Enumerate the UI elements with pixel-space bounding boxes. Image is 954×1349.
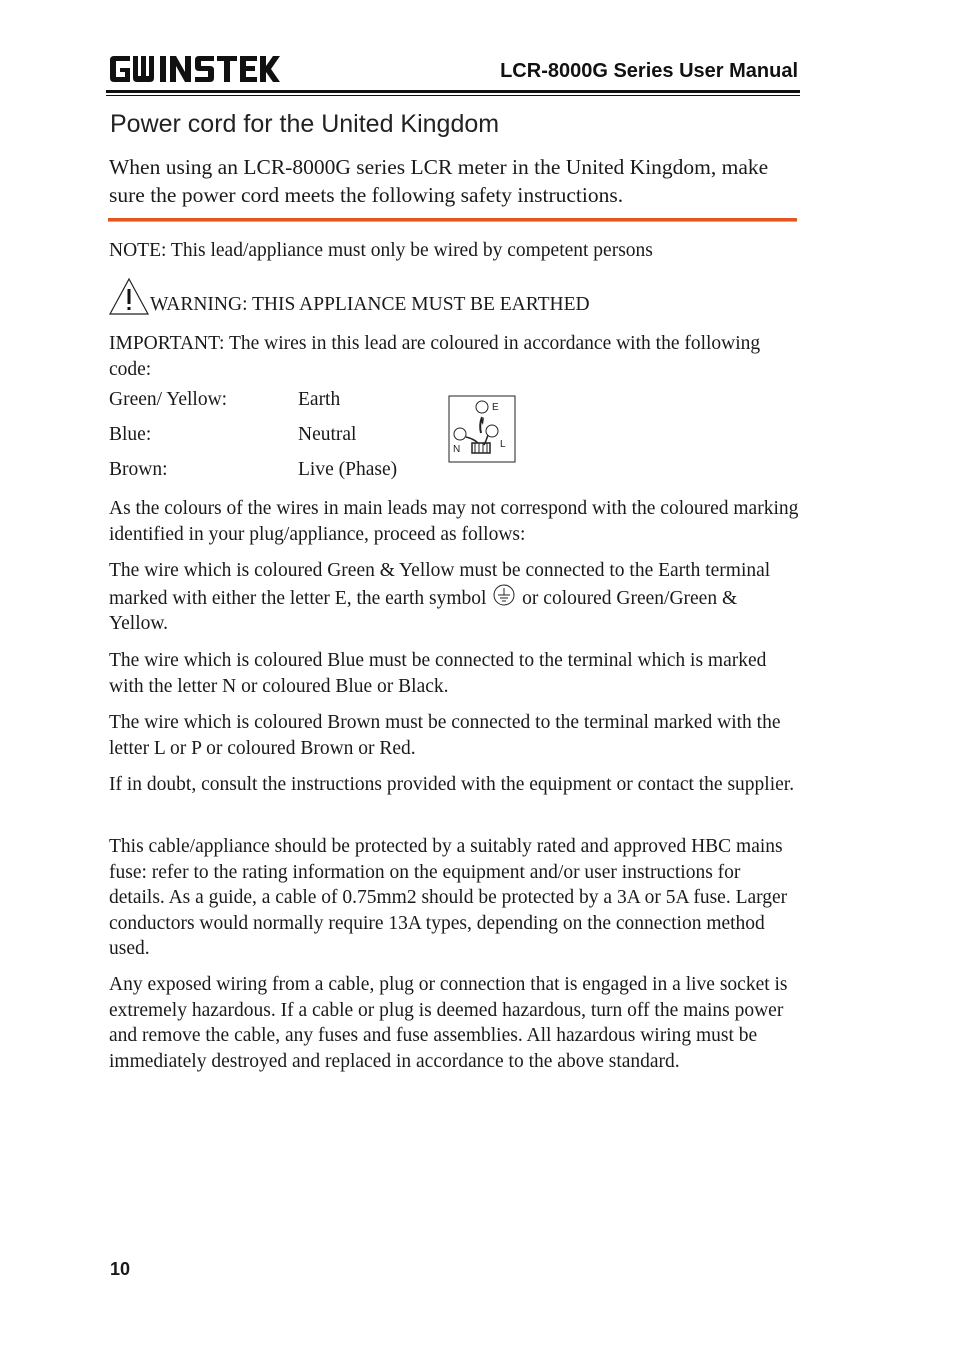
header-rule xyxy=(106,90,800,93)
section-title: Power cord for the United Kingdom xyxy=(110,110,500,138)
wire-color-label: Blue: xyxy=(109,424,152,445)
earth-symbol-icon xyxy=(493,584,515,606)
paragraph-earth xyxy=(109,558,799,637)
section-divider xyxy=(108,218,797,222)
important-text: IMPORTANT: The wires in this lead are coloured in accordance with the following code: xyxy=(109,333,761,380)
paragraph: The wire which is coloured Blue must be connected to the terminal which is marked with the letter N or coloured Blue or Black. xyxy=(109,650,767,697)
paragraph: This cable/appliance should be protected by a suitably rated and approved HBC mains fuse: refer to the rating information on the equipment and/or user instructions for details. As a guide, a cable of 0.75mm2 should be protected by a 3A or 5A fuse. Larger conductors would normally require 13A types, depending on the connection method used. xyxy=(109,836,788,959)
color-code-row xyxy=(109,424,357,446)
uk-plug-diagram-icon xyxy=(448,395,516,463)
plug-label-n: N xyxy=(453,444,461,455)
warning-triangle-icon xyxy=(108,276,150,316)
manual-title: LCR-8000G Series User Manual xyxy=(500,60,798,82)
wire-color-label: Green/ Yellow: xyxy=(109,389,228,410)
warning-text: WARNING: THIS APPLIANCE MUST BE EARTHED xyxy=(150,294,590,315)
plug-label-l: L xyxy=(500,439,506,450)
gw-instek-logo xyxy=(108,54,280,84)
color-code-row xyxy=(109,459,398,481)
paragraph: If in doubt, consult the instructions provided with the equipment or contact the supplier. xyxy=(109,774,795,795)
color-code-row xyxy=(109,389,341,411)
wire-function: Earth xyxy=(298,389,341,410)
paragraph-text: or coloured Green/Green & Yellow. xyxy=(109,587,738,634)
section-intro: When using an LCR-8000G series LCR meter in the United Kingdom, make sure the power cord meets the following safety instructions. xyxy=(109,155,769,207)
paragraph: As the colours of the wires in main leads may not correspond with the coloured marking identified in your plug/appliance, proceed as follows: xyxy=(109,498,799,545)
wire-function: Neutral xyxy=(298,424,357,445)
paragraph: Any exposed wiring from a cable, plug or connection that is engaged in a live socket is extremely hazardous. If a cable or plug is deemed hazardous, turn off the mains power and remove the cable, any fuses and fuse assemblies. All hazardous wiring must be immediately destroyed and replaced in accordance to the above standard. xyxy=(109,974,788,1072)
paragraph: The wire which is coloured Brown must be connected to the terminal marked with the letter L or P or coloured Brown or Red. xyxy=(109,712,781,759)
note-text: NOTE: This lead/appliance must only be wired by competent persons xyxy=(109,240,653,261)
page-number: 10 xyxy=(110,1259,131,1279)
header-rule-thin xyxy=(106,95,800,96)
wire-color-label: Brown: xyxy=(109,459,168,480)
wire-function: Live (Phase) xyxy=(298,459,398,480)
paragraph-text: The wire which is coloured Green & Yellow must be connected to the Earth terminal marked with either the letter E, the earth symbol xyxy=(109,560,771,609)
plug-label-e: E xyxy=(492,402,499,413)
